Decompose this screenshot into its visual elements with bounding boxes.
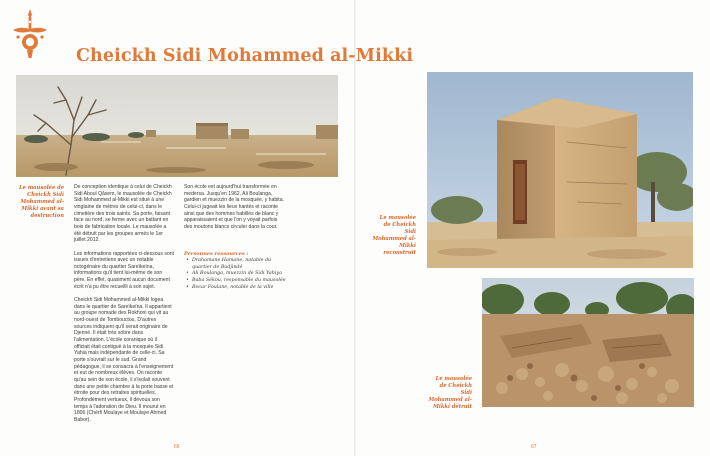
- photo-mausoleum-destroyed: [482, 278, 694, 407]
- page-number-left: 66: [174, 444, 180, 450]
- page-gutter: [354, 0, 356, 456]
- paragraph: Les informations rapportées ci-dessous sont issues d'entretiens avec un notable octogénaire du quartier Sareïkeïna, informations qu'il tient lui-même de son père. En effet, quasiment aucun document écrit n'a pu être recueilli à son sujet.: [74, 250, 174, 290]
- list-item: • Baba Sékou, responsable du mausolée: [184, 278, 286, 285]
- paragraph: Son école est aujourd'hui transformée en medersa. Jusqu'en 1962, Ali Boulanga, gardien et muezzin de la mosquée, y habita. Celui-ci jugeait les lieux hantés et raconte ainsi que des hommes habillés de blanc y apparaissaient et que l'on y voyait parfois des moutons blancs circuler dans la cour.: [184, 184, 284, 230]
- paragraph: De conception identique à celui de Cheickh Sidi Aboul Qâsem, le mausolée de Cheickh Sidi Mohammed al-Mikki est situé à une vingtaine de mètres de celui-ci, dans le cimetière des trois saints. Sa porte, faisant face au nord, se ferme avec un battant en bois de fabrication locale. Le mausolée a été détruit par les groupes armés le 1er juillet 2012.: [74, 184, 172, 244]
- paragraph: Cheickh Sidi Mohammed al-Mikki logea dans le quartier de Sareïkeïna. Il appartient au groupe nomade des Rokhoni qui vit au nord-ouest de Tombouctou. D'autres sources indiquent qu'il serait originaire de Djenné. Il était très sobre dans l'alimentation. L'école coranique où il officiait était contiguë à la mosquée Sidi Yahia mais indépendante de celle-ci. Sa porte s'ouvrait sur le sud. Grand pédagogue, il se consacra à l'enseignement et eut de nombreux élèves. On raconte qu'au sein de son école, il s'isolait souvent dans une petite chambre à la porte basse et étroite pour des retraites spirituelles. Profondément vertueux, il dévoua son temps à l'adoration de Dieu. Il mourut en 1806 (Chérfi Moulaye et Moulaye Ahmed Babor).: [74, 297, 174, 423]
- text-column-2: [184, 184, 286, 291]
- resources-list: [184, 258, 286, 291]
- resources-title: Personnes ressources :: [184, 250, 249, 257]
- list-item: • Bocar Foulane, notable de la ville: [184, 285, 286, 292]
- page-title: Cheickh Sidi Mohammed al-Mikki: [76, 46, 414, 66]
- list-item: • Ali Boulanga, muezzin de Sidi Yahiya: [184, 271, 286, 278]
- caption-destroyed: Le mausolée de Cheickh Sidi Mohammed al-Mikki détruit: [428, 376, 472, 410]
- page-number-right: 67: [531, 444, 537, 450]
- caption-rebuilt: Le mausolée de Cheickh Sidi Mohammed al-Mikki reconstruit: [372, 215, 416, 256]
- caption-before-destruction: Le mausolée de Cheickh Sidi Mohammed al-Mikki avant sa destruction: [18, 185, 64, 219]
- agadez-cross-emblem-icon: [10, 8, 50, 60]
- list-item: • Drahamane Hamane, notable du quartier de Badjindé: [184, 258, 286, 271]
- photo-mausoleum-before: [16, 75, 338, 177]
- text-column-1: [74, 184, 174, 430]
- photo-mausoleum-rebuilt: [427, 72, 693, 268]
